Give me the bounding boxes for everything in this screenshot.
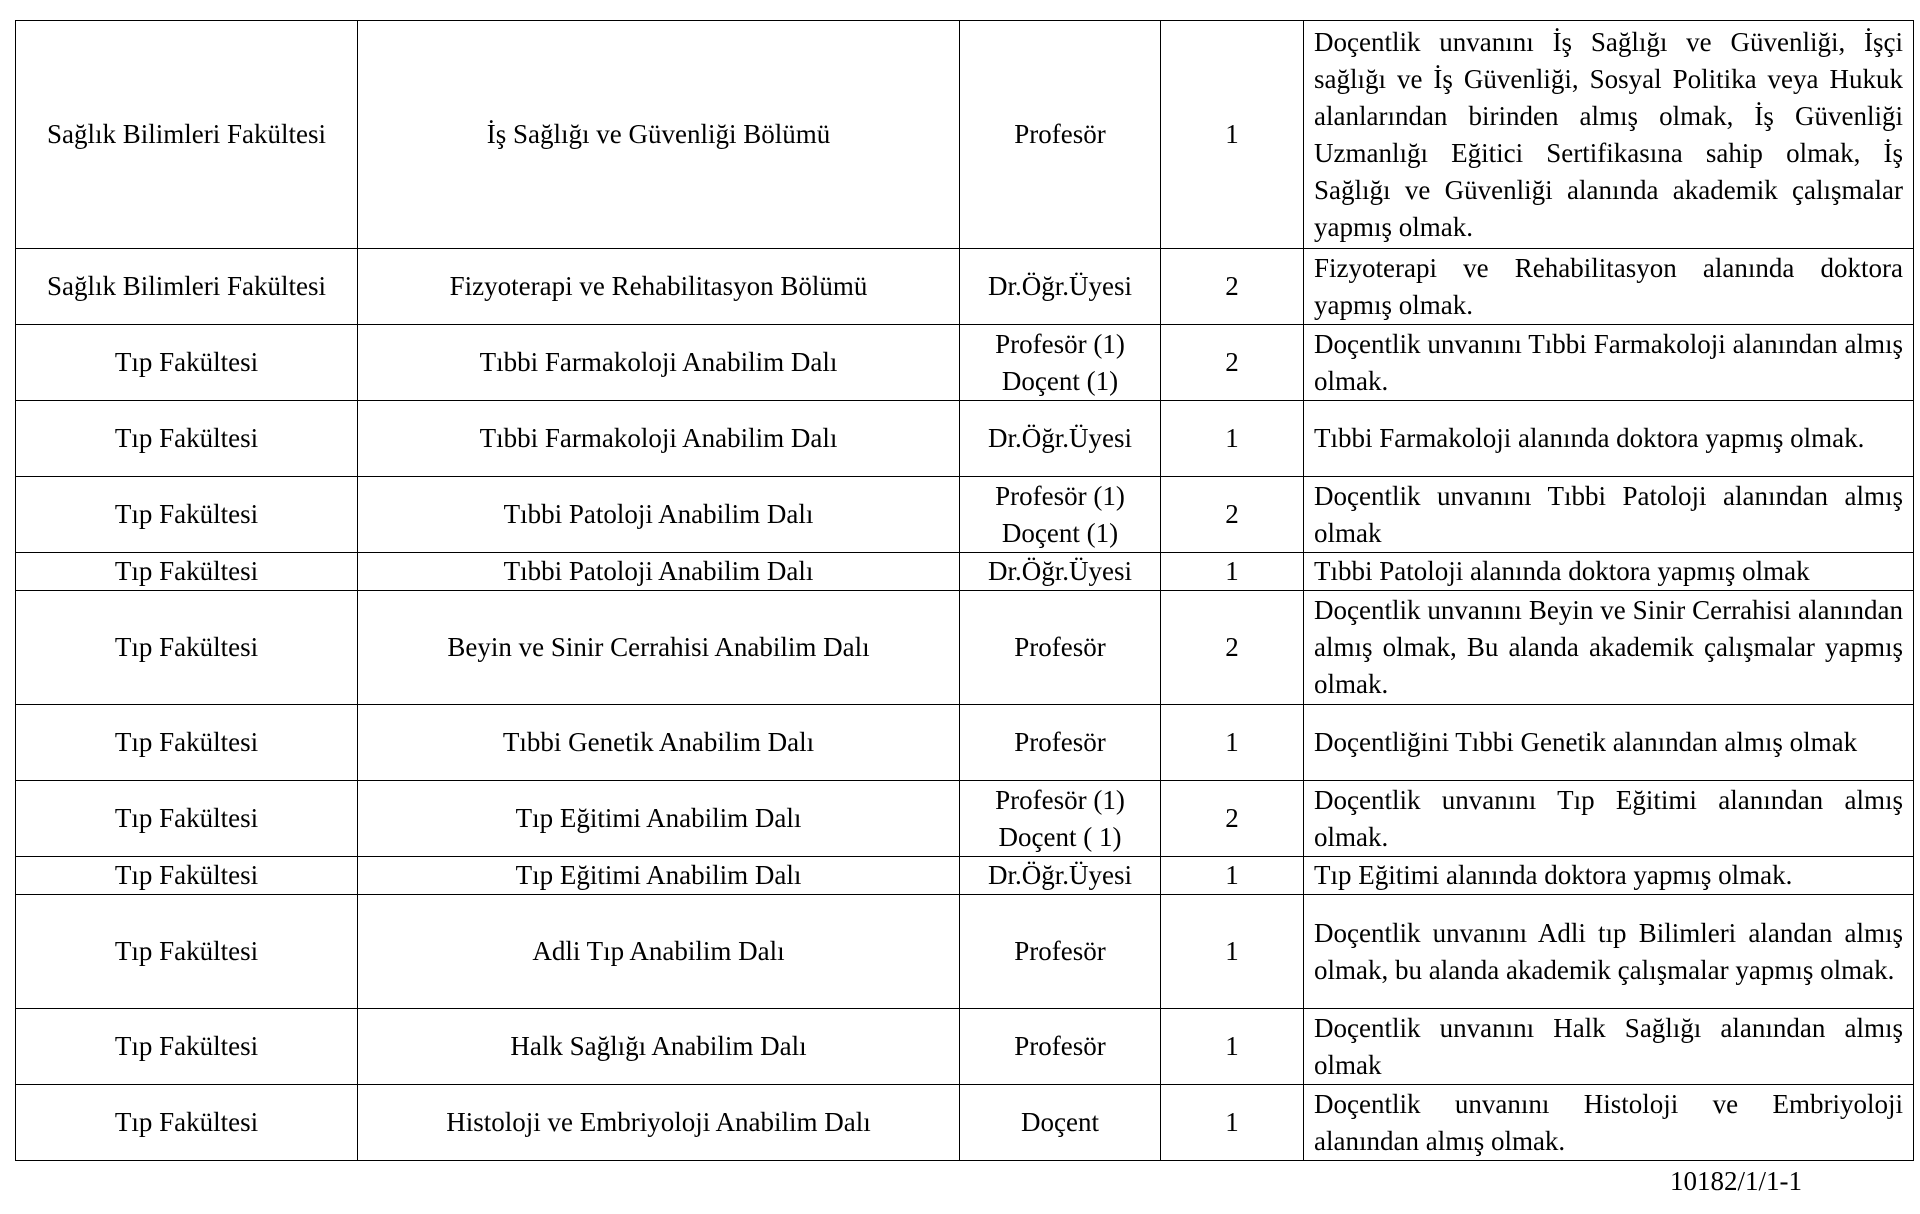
table-row — [16, 249, 1914, 325]
requirement-cell: Tıbbi Farmakoloji alanında doktora yapmış olmak. — [1304, 401, 1914, 477]
academic-title-cell — [960, 1085, 1161, 1161]
department-cell: Tıp Eğitimi Anabilim Dalı — [358, 781, 960, 857]
faculty-cell: Tıp Fakültesi — [16, 857, 358, 895]
department-cell: Adli Tıp Anabilim Dalı — [358, 895, 960, 1009]
requirement-cell: Doçentlik unvanını Histoloji ve Embriyoloji alanından almış olmak. — [1304, 1085, 1914, 1161]
table-row — [16, 477, 1914, 553]
requirement-cell: Doçentlik unvanını Tıbbi Patoloji alanından almış olmak — [1304, 477, 1914, 553]
faculty-cell: Sağlık Bilimleri Fakültesi — [16, 21, 358, 249]
academic-title-cell — [960, 781, 1161, 857]
academic-title-line: Doçent — [1021, 1107, 1099, 1137]
faculty-cell: Tıp Fakültesi — [16, 401, 358, 477]
academic-title-cell — [960, 325, 1161, 401]
department-cell: Tıbbi Genetik Anabilim Dalı — [358, 705, 960, 781]
postings-table — [15, 20, 1914, 1161]
academic-title-line: Dr.Öğr.Üyesi — [988, 271, 1132, 301]
academic-title-cell — [960, 21, 1161, 249]
faculty-cell: Tıp Fakültesi — [16, 325, 358, 401]
faculty-cell: Tıp Fakültesi — [16, 477, 358, 553]
position-count-cell: 1 — [1161, 1009, 1304, 1085]
postings-table-body — [16, 21, 1914, 1161]
academic-title-line: Profesör — [1014, 727, 1106, 757]
requirement-cell: Doçentlik unvanını Adli tıp Bilimleri alandan almış olmak, bu alanda akademik çalışmalar yapmış olmak. — [1304, 895, 1914, 1009]
department-cell: Halk Sağlığı Anabilim Dalı — [358, 1009, 960, 1085]
department-cell: Beyin ve Sinir Cerrahisi Anabilim Dalı — [358, 591, 960, 705]
department-cell: Tıbbi Farmakoloji Anabilim Dalı — [358, 325, 960, 401]
faculty-cell: Tıp Fakültesi — [16, 553, 358, 591]
department-cell: Tıbbi Patoloji Anabilim Dalı — [358, 553, 960, 591]
faculty-cell: Tıp Fakültesi — [16, 781, 358, 857]
department-cell: İş Sağlığı ve Güvenliği Bölümü — [358, 21, 960, 249]
table-row — [16, 781, 1914, 857]
academic-title-line: Profesör — [1014, 936, 1106, 966]
table-row — [16, 1009, 1914, 1085]
academic-title-cell — [960, 1009, 1161, 1085]
academic-title-line: Profesör — [1014, 119, 1106, 149]
faculty-cell: Tıp Fakültesi — [16, 1085, 358, 1161]
requirement-cell: Doçentlik unvanını Halk Sağlığı alanından almış olmak — [1304, 1009, 1914, 1085]
academic-title-cell — [960, 477, 1161, 553]
department-cell: Fizyoterapi ve Rehabilitasyon Bölümü — [358, 249, 960, 325]
requirement-cell: Doçentlik unvanını Beyin ve Sinir Cerrahisi alanından almış olmak, Bu alanda akademik çalışmalar yapmış olmak. — [1304, 591, 1914, 705]
requirement-cell: Doçentlik unvanını Tıp Eğitimi alanından almış olmak. — [1304, 781, 1914, 857]
academic-title-line: Profesör — [1014, 632, 1106, 662]
academic-title-line: Doçent (1) — [1001, 365, 1119, 396]
position-count-cell: 1 — [1161, 553, 1304, 591]
academic-title-cell — [960, 705, 1161, 781]
department-cell: Tıbbi Farmakoloji Anabilim Dalı — [358, 401, 960, 477]
academic-title-cell — [960, 591, 1161, 705]
department-cell: Tıbbi Patoloji Anabilim Dalı — [358, 477, 960, 553]
requirement-cell: Doçentliğini Tıbbi Genetik alanından almış olmak — [1304, 705, 1914, 781]
academic-title-cell — [960, 249, 1161, 325]
position-count-cell: 1 — [1161, 1085, 1304, 1161]
table-row — [16, 401, 1914, 477]
requirement-cell: Tıp Eğitimi alanında doktora yapmış olmak. — [1304, 857, 1914, 895]
academic-title-line: Profesör (1) — [995, 784, 1125, 815]
requirement-cell: Doçentlik unvanını İş Sağlığı ve Güvenliği, İşçi sağlığı ve İş Güvenliği, Sosyal Politika veya Hukuk alanlarından birinden almış olmak, İş Güvenliği Uzmanlığı Eğitici Sertifikasına sahip olmak, İş Sağlığı ve Güvenliği alanında akademik çalışmalar yapmış olmak. — [1304, 21, 1914, 249]
position-count-cell: 2 — [1161, 477, 1304, 553]
faculty-cell: Sağlık Bilimleri Fakültesi — [16, 249, 358, 325]
faculty-cell: Tıp Fakültesi — [16, 895, 358, 1009]
academic-title-line: Profesör — [1014, 1031, 1106, 1061]
academic-title-cell — [960, 857, 1161, 895]
position-count-cell: 2 — [1161, 591, 1304, 705]
requirement-cell: Tıbbi Patoloji alanında doktora yapmış olmak — [1304, 553, 1914, 591]
position-count-cell: 1 — [1161, 895, 1304, 1009]
table-row — [16, 1085, 1914, 1161]
table-row — [16, 705, 1914, 781]
academic-title-line: Dr.Öğr.Üyesi — [988, 423, 1132, 453]
position-count-cell: 1 — [1161, 401, 1304, 477]
academic-title-cell — [960, 895, 1161, 1009]
table-row — [16, 895, 1914, 1009]
position-count-cell: 1 — [1161, 21, 1304, 249]
academic-title-line: Profesör (1) — [995, 480, 1125, 511]
academic-title-line: Dr.Öğr.Üyesi — [988, 860, 1132, 890]
faculty-cell: Tıp Fakültesi — [16, 1009, 358, 1085]
faculty-cell: Tıp Fakültesi — [16, 705, 358, 781]
table-row — [16, 21, 1914, 249]
academic-title-line: Dr.Öğr.Üyesi — [988, 556, 1132, 586]
faculty-cell: Tıp Fakültesi — [16, 591, 358, 705]
position-count-cell: 2 — [1161, 325, 1304, 401]
position-count-cell: 2 — [1161, 781, 1304, 857]
table-row — [16, 553, 1914, 591]
department-cell: Histoloji ve Embriyoloji Anabilim Dalı — [358, 1085, 960, 1161]
requirement-cell: Doçentlik unvanını Tıbbi Farmakoloji alanından almış olmak. — [1304, 325, 1914, 401]
requirement-cell: Fizyoterapi ve Rehabilitasyon alanında doktora yapmış olmak. — [1304, 249, 1914, 325]
table-row — [16, 325, 1914, 401]
department-cell: Tıp Eğitimi Anabilim Dalı — [358, 857, 960, 895]
academic-title-line: Doçent (1) — [1001, 517, 1119, 548]
table-row — [16, 591, 1914, 705]
academic-title-line: Doçent ( 1) — [998, 821, 1122, 852]
document-reference-number: 10182/1/1-1 — [1670, 1166, 1802, 1196]
table-row — [16, 857, 1914, 895]
position-count-cell: 1 — [1161, 857, 1304, 895]
academic-title-cell — [960, 553, 1161, 591]
position-count-cell: 1 — [1161, 705, 1304, 781]
position-count-cell: 2 — [1161, 249, 1304, 325]
academic-title-line: Profesör (1) — [995, 328, 1125, 359]
academic-title-cell — [960, 401, 1161, 477]
